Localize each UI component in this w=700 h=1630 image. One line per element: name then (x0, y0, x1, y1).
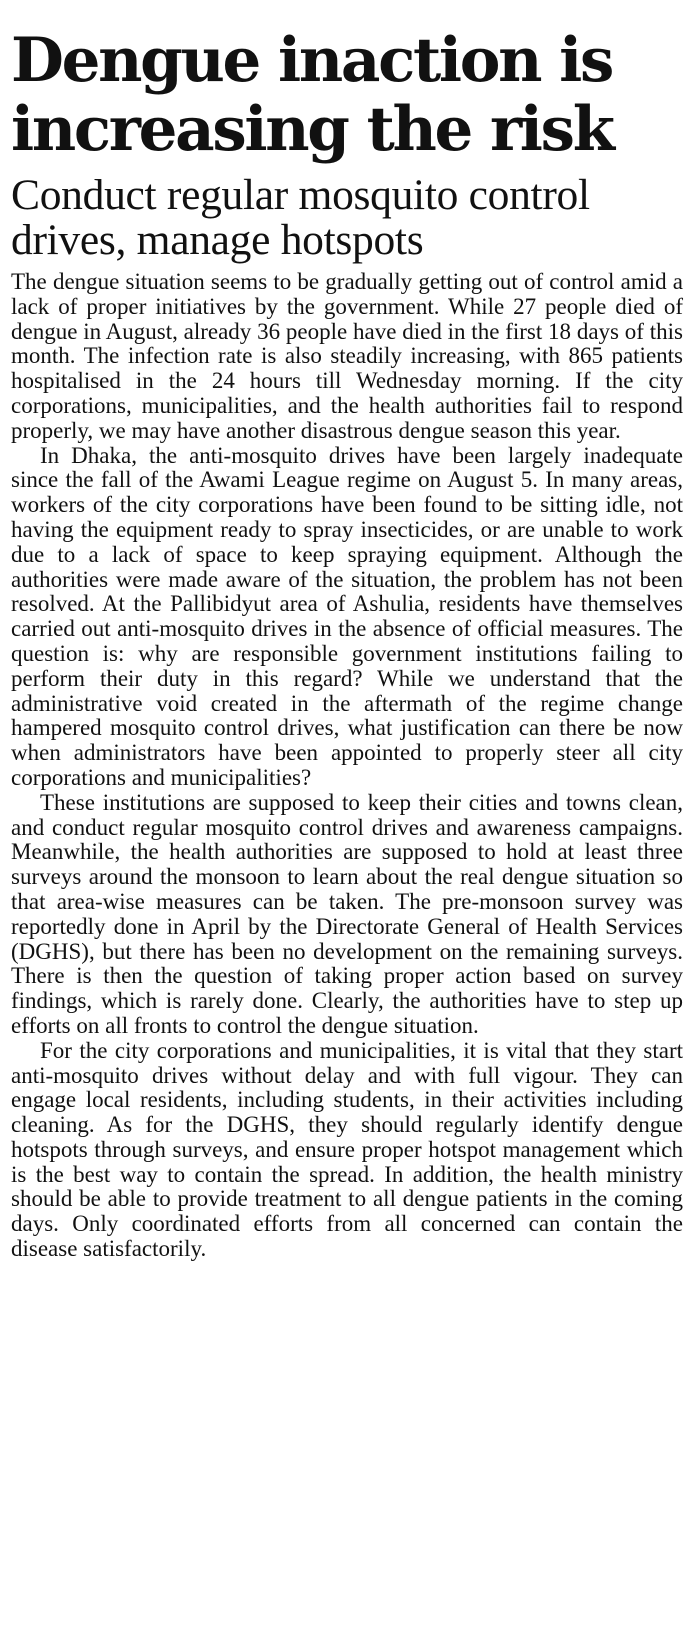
paragraph: In Dhaka, the anti-mosquito drives have been largely inadequate since the fall of the Awami League regime on August 5. In many areas, workers of the city corporations have been found to be sitting idle, not having the equipment ready to spray insecticides, or are unable to work due to a lack of space to keep spraying equipment. Although the authorities were made aware of the situation, the problem has not been resolved. At the Pallibidyut area of Ashulia, residents have themselves carried out anti-mosquito drives in the absence of official measures. The question is: why are responsible government institutions failing to perform their duty in this regard? While we understand that the administrative void created in the aftermath of the regime change hampered mosquito control drives, what justification can there be now when administrators have been appointed to properly steer all city corporations and municipalities? (11, 442, 683, 790)
subheadline: Conduct regular mosquito control drives, manage hotspots (11, 171, 590, 264)
paragraph: These institutions are supposed to keep their cities and towns clean, and conduct regular mosquito control drives and awareness campaigns. Meanwhile, the health authorities are supposed to hold at least three surveys around the monsoon to learn about the real dengue situation so that area-wise measures can be taken. The pre-monsoon survey was reportedly done in April by the Directorate General of Health Services (DGHS), but there has been no development on the remaining surveys. There is then the question of taking proper action based on survey findings, which is rarely done. Clearly, the authorities have to step up efforts on all fronts to control the dengue situation. (11, 789, 683, 1038)
paragraph: The dengue situation seems to be gradually getting out of control amid a lack of proper initiatives by the government. While 27 people died of dengue in August, already 36 people have died in the first 18 days of this month. The infection rate is also steadily increasing, with 865 patients hospitalised in the 24 hours till Wednesday morning. If the city corporations, municipalities, and the health authorities fail to respond properly, we may have another disastrous dengue season this year. (11, 269, 683, 443)
paragraph: For the city corporations and municipalities, it is vital that they start anti-mosquito drives without delay and with full vigour. They can engage local residents, including students, in their activities including cleaning. As for the DGHS, they should regularly identify dengue hotspots through surveys, and ensure proper hotspot management which is the best way to contain the spread. In addition, the health ministry should be able to provide treatment to all dengue patients in the coming days. Only coordinated efforts from all concerned can contain the disease satisfactorily. (11, 1037, 683, 1262)
headline: Dengue inaction is increasing the risk (11, 25, 613, 165)
article-body (11, 270, 683, 1262)
